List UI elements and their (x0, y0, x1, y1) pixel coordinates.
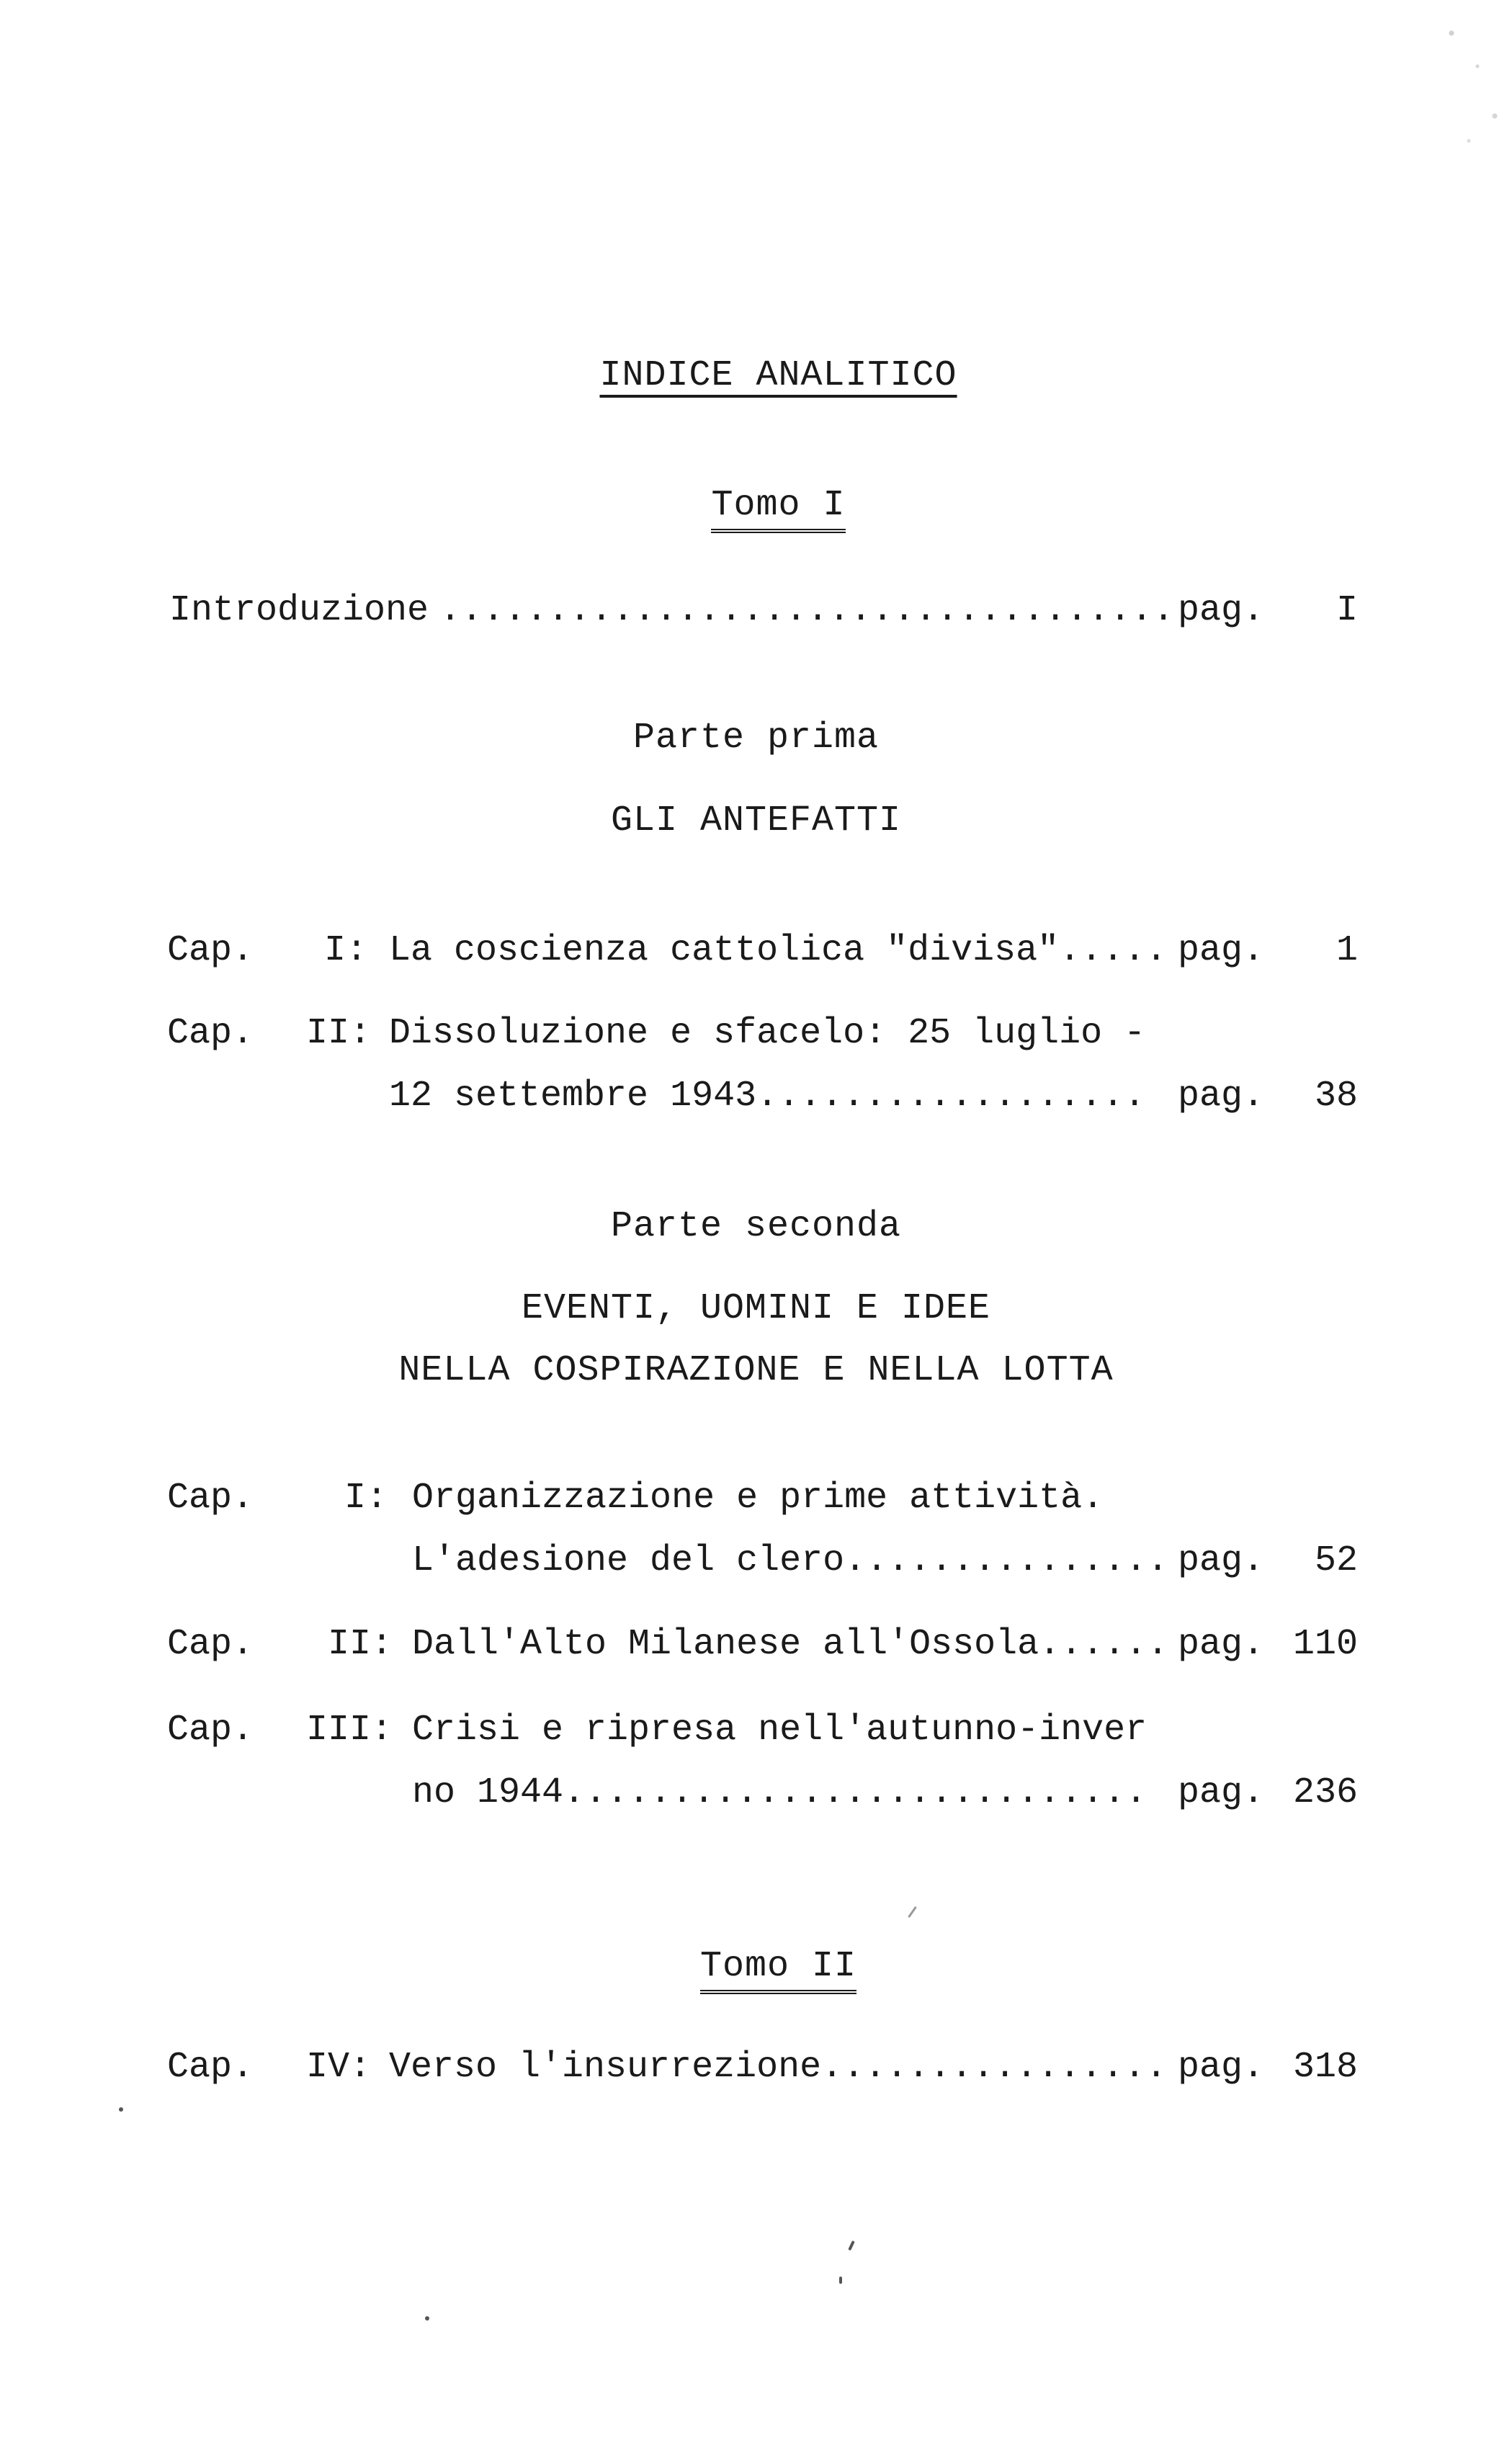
toc-roman: II: (306, 1013, 372, 1054)
toc-entry-p2-cap-2 (0, 1623, 1512, 1666)
toc-cap: Cap. (167, 1624, 254, 1665)
toc-entry-p2-cap-3-cont (0, 1772, 1512, 1815)
toc-pag: pag. (1178, 1076, 1265, 1117)
toc-page-number: 318 (1293, 2047, 1359, 2088)
toc-roman: I: (324, 930, 368, 971)
scan-speck (425, 2316, 429, 2321)
scan-speck (839, 2277, 842, 2284)
toc-roman: I: (344, 1478, 388, 1519)
tomo-2-text: Tomo II (700, 1946, 856, 1994)
toc-title-cont: 12 settembre 1943.................. (389, 1076, 1146, 1117)
page-title-text: INDICE ANALITICO (599, 355, 957, 396)
part-2-subheading-1: EVENTI, UOMINI E IDEE (521, 1288, 991, 1329)
toc-entry-p2-cap-3 (0, 1709, 1512, 1752)
toc-page-number: I (1336, 590, 1359, 631)
scan-noise (1426, 0, 1512, 166)
toc-page-number: 236 (1293, 1772, 1359, 1813)
toc-page-number: 110 (1293, 1624, 1359, 1665)
page-title (0, 311, 1512, 398)
toc-entry-t2-cap-4 (0, 2046, 1512, 2089)
toc-roman: III: (306, 1710, 393, 1751)
toc-title-cont: L'adesione del clero............... (412, 1540, 1169, 1581)
toc-page-number: 1 (1336, 930, 1359, 971)
toc-pag: pag. (1178, 1624, 1265, 1665)
scan-speck (119, 2107, 123, 2112)
scan-speck (848, 2241, 855, 2251)
toc-dots: .................................. (439, 590, 1175, 631)
toc-entry-p1-cap-1 (0, 929, 1512, 973)
toc-title-cont: no 1944........................... (412, 1772, 1148, 1813)
toc-title: La coscienza cattolica "divisa"..... (389, 930, 1168, 971)
toc-pag: pag. (1178, 2047, 1265, 2088)
toc-cap: Cap. (167, 2047, 254, 2088)
toc-title: Dissoluzione e sfacelo: 25 luglio - (389, 1013, 1146, 1054)
part-2-subheading-2: NELLA COSPIRAZIONE E NELLA LOTTA (398, 1350, 1114, 1391)
toc-page-number: 52 (1315, 1540, 1359, 1581)
tomo-1-text: Tomo I (711, 485, 845, 533)
toc-title: Dall'Alto Milanese all'Ossola...... (412, 1624, 1169, 1665)
toc-cap: Cap. (167, 1013, 254, 1054)
toc-cap: Cap. (167, 1478, 254, 1519)
toc-pag: pag. (1178, 1540, 1265, 1581)
toc-roman: IV: (306, 2047, 372, 2088)
toc-pag: pag. (1178, 1772, 1265, 1813)
toc-pag: pag. (1178, 930, 1265, 971)
toc-title: Organizzazione e prime attività. (412, 1478, 1104, 1519)
toc-entry-p1-cap-2 (0, 1012, 1512, 1055)
tomo-1-heading (0, 441, 1512, 527)
toc-entry-p2-cap-1-cont (0, 1540, 1512, 1583)
toc-entry-p2-cap-1 (0, 1477, 1512, 1520)
toc-cap: Cap. (167, 1710, 254, 1751)
toc-entry-p1-cap-2-cont (0, 1075, 1512, 1118)
tomo-2-heading (0, 1902, 1512, 1988)
toc-title: Introduzione (169, 590, 429, 631)
toc-entry-introduzione (0, 589, 1512, 633)
toc-roman: II: (328, 1624, 393, 1665)
part-2-heading: Parte seconda (610, 1206, 902, 1247)
toc-cap: Cap. (167, 930, 254, 971)
part-1-subheading: GLI ANTEFATTI (610, 800, 902, 841)
toc-page-number: 38 (1315, 1076, 1359, 1117)
part-1-heading: Parte prima (632, 718, 880, 759)
toc-pag: pag. (1178, 590, 1265, 631)
toc-title: Crisi e ripresa nell'autunno-inver (412, 1710, 1148, 1751)
toc-title: Verso l'insurrezione................ (389, 2047, 1168, 2088)
